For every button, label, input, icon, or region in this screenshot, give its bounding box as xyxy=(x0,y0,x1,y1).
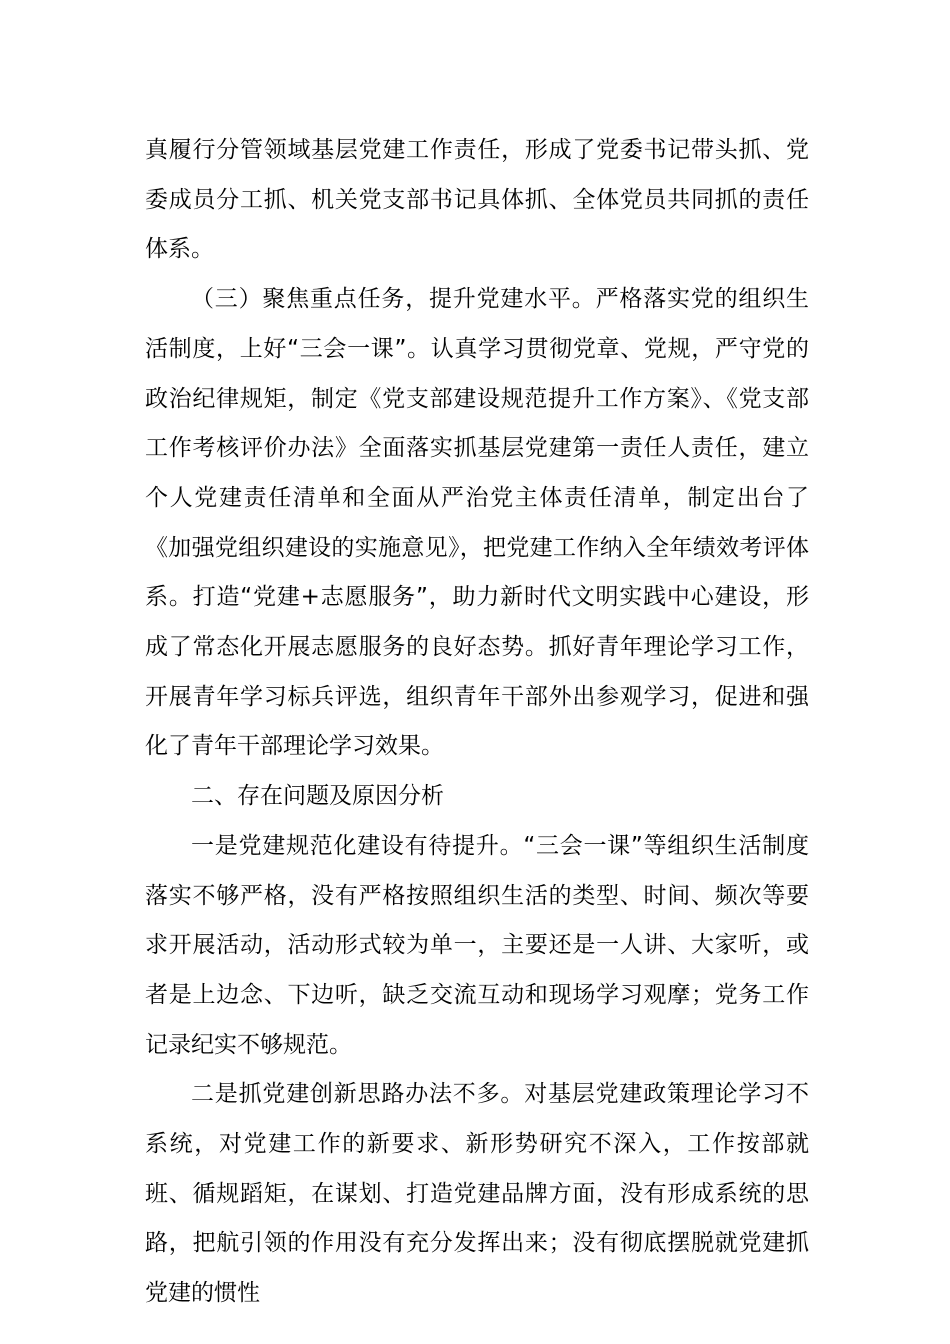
section-heading-problems-analysis: 二、存在问题及原因分析 xyxy=(191,783,444,810)
paragraph-continuation: 真履行分管领域基层党建工作责任，形成了党委书记带头抓、党委成员分工抓、机关党支部书记具体抓、全体党员共同抓的责任体系。 xyxy=(145,137,809,263)
paragraph-section-3-party-building: （三）聚焦重点任务，提升党建水平。严格落实党的组织生活制度，上好“三会一课”。认真学习贯彻党章、党规，严守党的政治纪律规矩，制定《党支部建设规范提升工作方案》、《党支部工作考核评价办法》全面落实抓基层党建第一责任人责任，建立个人党建责任清单和全面从严治党主体责任清单，制定出台了《加强党组织建设的实施意见》，把党建工作纳入全年绩效考评体系。打造“党建+志愿服务”，助力新时代文明实践中心建设，形成了常态化开展志愿服务的良好态势。抓好青年理论学习工作，开展青年学习标兵评选，组织青年干部外出参观学习，促进和强化了青年干部理论学习效果。 xyxy=(145,286,809,760)
paragraph-issue-innovation: 二是抓党建创新思路办法不多。对基层党建政策理论学习不系统，对党建工作的新要求、新形势研究不深入，工作按部就班、循规蹈矩，在谋划、打造党建品牌方面，没有形成系统的思路，把航引领的作用没有充分发挥出来；没有彻底摆脱就党建抓党建的惯性 xyxy=(145,1081,809,1307)
paragraph-issue-standardization: 一是党建规范化建设有待提升。“三会一课”等组织生活制度落实不够严格，没有严格按照组织生活的类型、时间、频次等要求开展活动，活动形式较为单一，主要还是一人讲、大家听，或者是上边念、下边听，缺乏交流互动和现场学习观摩；党务工作记录纪实不够规范。 xyxy=(145,832,809,1058)
document-body xyxy=(145,126,809,1319)
